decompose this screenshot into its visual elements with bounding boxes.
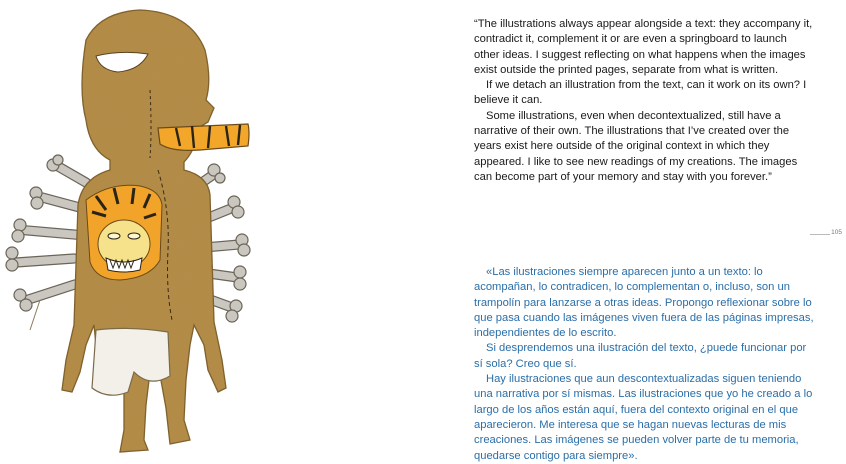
page-number-label: 105 <box>831 229 842 236</box>
english-paragraph-3: Some illustrations, even when decontextualized, still have a narrative of their own. The illustrations that I’ve created over the years exist here outside of the original context in which they appeared. I like to see new readings of my creations. The images can become part of your memory and stay with you forever.” <box>474 109 798 183</box>
folio-rule <box>810 234 830 235</box>
tiger-tongue <box>158 124 249 150</box>
page-number <box>810 229 846 241</box>
tiger-chest-patch <box>86 185 162 280</box>
spanish-quote <box>474 265 814 464</box>
spanish-paragraph-1: «Las ilustraciones siempre aparecen junto a un texto: lo acompañan, lo contradicen, lo complementan o, incluso, son un trampolín para lanzarse a otras ideas. Propongo reflexionar sobre lo que pasa cuando las imágenes viven fuera de las páginas impresas, independientes de lo escrito. <box>474 266 814 340</box>
english-quote <box>474 17 814 185</box>
english-paragraph-2: If we detach an illustration from the text, can it work on its own? I believe it can. <box>474 79 807 107</box>
spanish-paragraph-3: Hay ilustraciones que aun descontextualizadas siguen teniendo una narrativa por sí mismas. Las ilustraciones que yo he creado a lo largo de los años están aquí, fuera del contexto original en el que aparecieron. Me interesa que se hagan nuevas lecturas de mis creaciones. Las imágenes se pueden volver parte de tu memoria, quedarse contigo para siempre». <box>474 373 813 462</box>
spanish-paragraph-2: Si desprendemos una ilustración del texto, ¿puede funcionar por sí sola? Creo que sí. <box>474 342 807 370</box>
english-paragraph-1: “The illustrations always appear alongside a text: they accompany it, contradict it, complement it or are even a springboard to launch other ideas. I suggest reflecting on what happens when the images exist outside the printed pages, separate from what is written. <box>474 18 813 76</box>
cardboard-figure-illustration <box>0 0 270 458</box>
